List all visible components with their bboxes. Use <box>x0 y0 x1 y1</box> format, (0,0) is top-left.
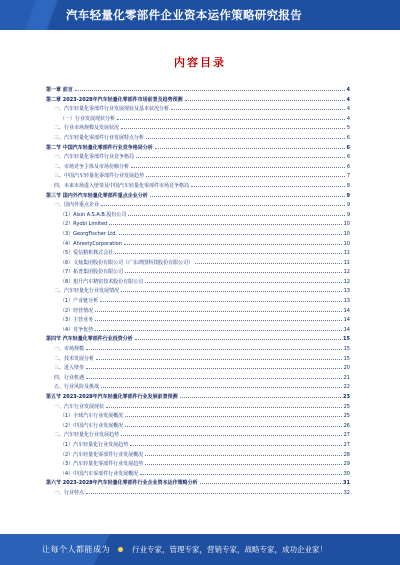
toc-leader-dots <box>121 122 345 129</box>
toc-entry[interactable] <box>46 142 350 152</box>
toc-leader-dots <box>121 429 342 436</box>
toc-entry-page: 31 <box>343 480 350 487</box>
toc-leader-dots <box>100 295 341 302</box>
toc-entry[interactable] <box>46 266 350 276</box>
toc-leader-dots <box>195 257 341 264</box>
toc-entry-label: （3）汽车轻量化零部件行业发展趋势 <box>60 461 144 468</box>
toc-entry-label: 一、国内外重点企业 <box>54 202 100 209</box>
toc-entry-page: 15 <box>343 355 350 362</box>
toc-entry[interactable] <box>46 218 350 228</box>
toc-entry-page: 23 <box>343 394 350 400</box>
toc-leader-dots <box>155 142 345 149</box>
footer-tagline: 行业专家，管理专家，营销专家，战略专家，成功企业家！ <box>132 545 327 554</box>
toc-entry[interactable] <box>46 449 350 459</box>
toc-leader-dots <box>136 151 345 158</box>
toc-leader-dots <box>117 113 345 120</box>
toc-entry[interactable] <box>46 132 350 142</box>
toc-entry[interactable] <box>46 103 350 113</box>
toc-entry[interactable] <box>46 362 350 372</box>
toc-leader-dots <box>119 228 342 235</box>
toc-leader-dots <box>96 353 342 360</box>
toc-entry-label: 第四节 汽车轻量化零部件行业投资分析 <box>46 336 133 343</box>
toc-leader-dots <box>145 458 341 465</box>
toc-entry[interactable] <box>46 161 350 171</box>
toc-entry-label: 五、行业风险及挑战 <box>54 384 100 391</box>
toc-leader-dots <box>75 84 345 91</box>
toc-entry[interactable] <box>46 401 350 411</box>
toc-entry-label: （4）AhrestyCorporation <box>60 240 122 247</box>
toc-entry-page: 9 <box>346 192 350 199</box>
toc-entry-label: （5）爱信精机株式会社 <box>60 250 114 257</box>
toc-entry-label: 第五节 2023-2028年汽车轻量化零部件行业发展前景预测 <box>46 394 178 400</box>
toc-leader-dots <box>115 247 341 254</box>
toc-entry-page: 4 <box>346 96 350 103</box>
toc-entry-label: 第一章 前言 <box>46 87 73 93</box>
toc-entry-page: 6 <box>346 154 350 161</box>
bullet-icon <box>118 547 123 552</box>
toc-entry-page: 9 <box>346 211 350 218</box>
toc-entry[interactable] <box>46 209 350 219</box>
toc-entry-page: 11 <box>343 259 350 266</box>
toc-leader-dots <box>101 199 345 206</box>
toc-entry-label: （4）竞争优势 <box>60 326 94 333</box>
toc-entry-label: （1）产业链分析 <box>60 298 99 305</box>
toc-entry-label: 四、行业机遇 <box>54 374 85 381</box>
toc-entry[interactable] <box>46 468 350 478</box>
toc-entry-label: （8）旭升汽车精密技术股份有限公司 <box>60 278 144 285</box>
toc-entry-page: 28 <box>343 451 350 458</box>
table-of-contents <box>46 84 350 497</box>
toc-entry-label: （1）Aisin A.S.A.B.股份公司 <box>60 211 127 218</box>
toc-entry[interactable] <box>46 333 350 343</box>
toc-entry-label: 二、技术发展分析 <box>54 355 95 362</box>
footer-brand-text: 让每个人都能成为 <box>42 545 110 554</box>
toc-entry[interactable] <box>46 84 350 94</box>
toc-entry[interactable] <box>46 410 350 420</box>
report-title: 汽车轻量化零部件企业资本运作策略研究报告 <box>66 8 302 22</box>
toc-entry-page: 21 <box>343 374 350 381</box>
toc-entry[interactable] <box>46 238 350 248</box>
toc-entry-label: （3）主营业务 <box>60 317 94 324</box>
toc-entry[interactable] <box>46 391 350 401</box>
toc-entry[interactable] <box>46 343 350 353</box>
toc-leader-dots <box>146 170 345 177</box>
toc-entry[interactable] <box>46 295 350 305</box>
toc-leader-dots <box>101 381 342 388</box>
toc-leader-dots <box>95 305 341 312</box>
toc-entry-page: 14 <box>343 317 350 324</box>
toc-entry-page: 6 <box>346 134 350 141</box>
toc-leader-dots <box>145 276 341 283</box>
toc-entry-page: 6 <box>346 144 350 151</box>
toc-entry-label: （一）行业发展现状分析 <box>60 115 116 122</box>
toc-entry-page: 14 <box>343 326 350 333</box>
toc-entry-page: 8 <box>346 182 350 189</box>
toc-leader-dots <box>86 362 342 369</box>
toc-entry-page: 26 <box>343 422 350 429</box>
toc-entry[interactable] <box>46 353 350 363</box>
toc-leader-dots <box>125 420 341 427</box>
toc-entry-label: 四、未来市场进入壁垒及中国汽车轻量化零部件市场竞争格局 <box>54 182 190 189</box>
report-header <box>0 0 400 30</box>
toc-entry[interactable] <box>46 180 350 190</box>
toc-heading: 内容目录 <box>174 56 226 69</box>
toc-leader-dots <box>191 180 345 187</box>
toc-entry-label: 二、汽车轻量化行业发展情况 <box>54 288 120 295</box>
toc-entry-page: 29 <box>343 461 350 468</box>
toc-entry-page: 13 <box>343 298 350 305</box>
toc-entry-label: 第三节 国内外汽车轻量化零部件重点企业分析 <box>46 192 148 199</box>
toc-entry[interactable] <box>46 487 350 497</box>
toc-entry[interactable] <box>46 170 350 180</box>
toc-leader-dots <box>128 209 344 216</box>
toc-entry-page: 9 <box>346 202 350 209</box>
toc-entry-label: 第六节 2023-2028年汽车轻量化零部件行业企业资本运作策略分析 <box>46 480 198 487</box>
toc-entry-page: 14 <box>343 307 350 314</box>
toc-entry-label: 二、行业市场规模及发展状况 <box>54 125 120 132</box>
toc-entry-page: 25 <box>343 413 350 420</box>
toc-entry[interactable] <box>46 228 350 238</box>
toc-entry-page: 13 <box>343 288 350 295</box>
toc-entry-label: 一、汽车轻量化零部件行业发展现状及基本状况分析 <box>54 106 170 113</box>
toc-entry-page: 30 <box>343 470 350 477</box>
toc-entry-page: 32 <box>343 489 350 496</box>
toc-entry-label: 二、市场竞争主体及市场份额分析 <box>54 163 130 170</box>
toc-entry-page: 4 <box>346 106 350 113</box>
toc-entry-label: 一、汽车行业发展现状 <box>54 403 105 410</box>
toc-entry-page: 7 <box>346 173 350 180</box>
toc-leader-dots <box>150 190 345 197</box>
toc-entry[interactable] <box>46 477 350 487</box>
toc-entry-page: 6 <box>346 163 350 170</box>
toc-entry[interactable] <box>46 372 350 382</box>
toc-entry-page: 10 <box>343 230 350 237</box>
toc-entry-label: （7）拓普集团股份有限公司 <box>60 269 124 276</box>
toc-entry-page: 10 <box>343 221 350 228</box>
toc-entry-page: 27 <box>343 441 350 448</box>
toc-leader-dots <box>125 266 341 273</box>
toc-entry[interactable] <box>46 314 350 324</box>
toc-entry-label: 二、汽车轻量化行业发展趋势 <box>54 432 120 439</box>
toc-entry-label: （3）GeorgFischer Ltd. <box>60 230 117 237</box>
toc-entry-page: 15 <box>343 346 350 353</box>
toc-entry-page: 20 <box>343 365 350 372</box>
toc-leader-dots <box>140 468 341 475</box>
toc-entry-label: （2）中国汽车行业发展概况 <box>60 422 124 429</box>
toc-entry[interactable] <box>46 276 350 286</box>
page-footer <box>0 534 400 565</box>
toc-leader-dots <box>171 103 345 110</box>
toc-leader-dots <box>200 477 341 484</box>
toc-entry-label: 第二节 中国汽车轻量化零部件行业竞争格局分析 <box>46 144 153 151</box>
toc-leader-dots <box>146 132 345 139</box>
toc-entry-label: 一、行业特点 <box>54 489 85 496</box>
toc-entry-label: （6）文灿集团股份有限公司（广东鸿图科技股份有限公司） <box>60 259 194 266</box>
toc-leader-dots <box>121 285 342 292</box>
toc-entry-label: 一、市场规模 <box>54 346 85 353</box>
toc-entry-page: 4 <box>346 87 350 93</box>
toc-entry[interactable] <box>46 439 350 449</box>
toc-leader-dots <box>130 439 341 446</box>
toc-entry[interactable] <box>46 305 350 315</box>
toc-leader-dots <box>86 372 342 379</box>
toc-entry-label: 一、汽车轻量化零部件行业竞争格局 <box>54 154 135 161</box>
toc-leader-dots <box>145 449 341 456</box>
toc-entry-label: 三、汽车轻量化零部件行业发展特点分析 <box>54 134 145 141</box>
toc-entry-page: 4 <box>346 115 350 122</box>
toc-entry[interactable] <box>46 381 350 391</box>
toc-leader-dots <box>125 410 341 417</box>
toc-entry-page: 15 <box>343 336 350 343</box>
toc-entry-label: （2）Ryobi Limited <box>60 221 108 228</box>
toc-entry-label: 三、中国汽车轻量化零部件行业发展趋势 <box>54 173 145 180</box>
toc-leader-dots <box>135 333 341 340</box>
toc-entry-page: 10 <box>343 240 350 247</box>
toc-entry-page: 12 <box>343 269 350 276</box>
toc-entry[interactable] <box>46 151 350 161</box>
toc-entry-label: （1）汽车轻量化行业发展趋势 <box>60 441 129 448</box>
toc-entry[interactable] <box>46 113 350 123</box>
toc-entry-label: （1）全球汽车行业发展概况 <box>60 413 124 420</box>
toc-entry[interactable] <box>46 420 350 430</box>
toc-entry[interactable] <box>46 458 350 468</box>
toc-entry-label: （2）经营情况 <box>60 307 94 314</box>
toc-entry-page: 5 <box>346 125 350 132</box>
toc-leader-dots <box>86 343 342 350</box>
toc-entry-label: （2）汽车轻量化零部件行业发展概况 <box>60 451 144 458</box>
toc-entry-page: 25 <box>343 403 350 410</box>
toc-entry[interactable] <box>46 190 350 200</box>
toc-entry[interactable] <box>46 94 350 104</box>
toc-leader-dots <box>124 238 342 245</box>
toc-entry-page: 27 <box>343 432 350 439</box>
toc-entry[interactable] <box>46 285 350 295</box>
toc-leader-dots <box>95 324 341 331</box>
toc-entry-label: 三、进入壁垒 <box>54 365 85 372</box>
toc-entry-page: 11 <box>343 250 350 257</box>
toc-entry[interactable] <box>46 429 350 439</box>
toc-entry[interactable] <box>46 247 350 257</box>
toc-leader-dots <box>185 94 345 101</box>
toc-leader-dots <box>180 391 341 398</box>
toc-entry-page: 22 <box>343 384 350 391</box>
toc-entry[interactable] <box>46 324 350 334</box>
toc-leader-dots <box>95 314 341 321</box>
toc-leader-dots <box>106 401 342 408</box>
toc-entry-label: （4）中国汽车零部件行业发展概况 <box>60 470 139 477</box>
toc-entry[interactable] <box>46 199 350 209</box>
toc-entry-page: 12 <box>343 278 350 285</box>
toc-entry[interactable] <box>46 257 350 267</box>
toc-leader-dots <box>131 161 345 168</box>
toc-leader-dots <box>86 487 342 494</box>
toc-leader-dots <box>109 218 341 225</box>
toc-entry-label: 第二章 2023-2028年汽车轻量化零部件市场前景及趋势预测 <box>46 96 183 103</box>
toc-entry[interactable] <box>46 122 350 132</box>
